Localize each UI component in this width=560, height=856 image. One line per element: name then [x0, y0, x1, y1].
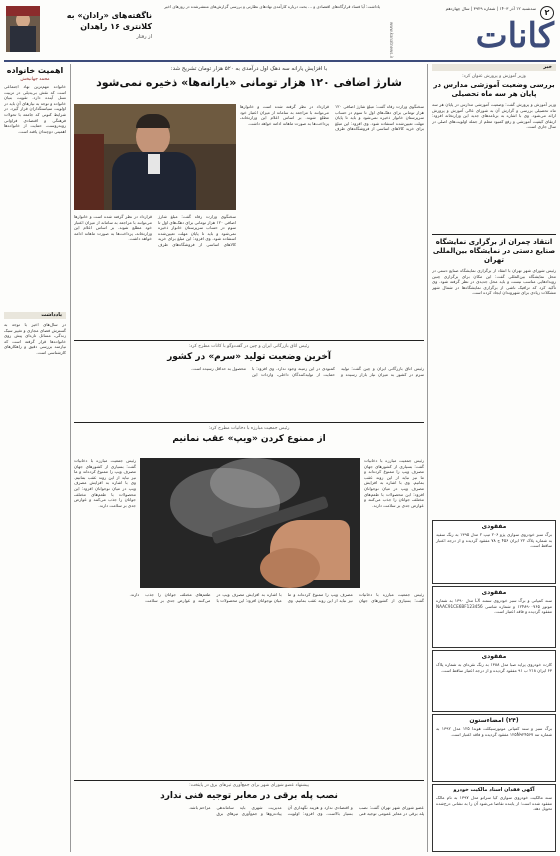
- ad-box-2: [432, 586, 556, 648]
- vape-body-left: رئیس جمعیت مبارزه با دخانیات گفت: بسیاری از کشورهای جهان مصرف ویپ را ممنوع کرده‌اند و ما نیز نباید از این روند عقب بمانیم. وی با اشاره به افزایش مصرف ویپ در میان نوجوانان افزود: این محصولات با طعم‌های مختلف جوانان را جذب می‌کنند و عوارض جدی بر سلامت دارند.: [74, 458, 136, 508]
- top-strip-text: یاداشت: آیا فساد قرارگاه‌های اقتصادی و ... بحث درباره کارآمدی نهادهای نظارتی و بررسی گزارش‌های منتشرشده در روزهای اخیر: [164, 4, 380, 9]
- bottom-body: عضو شورای شهر تهران گفت: نصب پله برقی در معابر عمومی توجیه فنی و اقتصادی ندارد و هزینه نگهداری آن بسیار بالاست. وی افزود: اولویت مدیریت شهری باید ساماندهی پیاده‌روها و جمع‌آوری تیرهای برق مزاحم باشد.: [188, 805, 424, 816]
- lead-photo: [74, 104, 236, 210]
- bottom-kicker: پیشنهاد عضو شورای شهر برای جمع‌آوری تیرهای برق در پایتخت:: [189, 783, 309, 788]
- left-column-author: محمد جهانبخش: [20, 77, 50, 82]
- left-column-body: خانواده مهم‌ترین نهاد اجتماعی است که نقش بی‌بدیلی در تربیت نسل آینده دارد. تقویت بنیان خانواده و توجه به نیازهای آن باید در اولویت سیاستگذاران قرار گیرد. در شرایط کنونی که جامعه با تحولات فرهنگی و اقتصادی فراوانی روبه‌روست، حمایت از خانواده‌ها اهمیتی دوچندان یافته است.: [4, 84, 66, 134]
- ad-4-head: (۲۴) امضاءستون: [469, 717, 519, 724]
- ad-1-head: مفقودی: [481, 523, 507, 530]
- right-top-body: وزیر آموزش و پرورش گفت: وضعیت آموزشی مدارس در پایان هر سه ماه تحصیلی بررسی و گزارش آن به شورای عالی آموزش و پرورش ارائه می‌شود. وی با اشاره به برنامه‌های جدید این وزارتخانه افزود: ارتقای کیفیت آموزشی و رفع کمبود معلم از جمله اولویت‌های اصلی در سال جاری است.: [432, 102, 556, 130]
- vape-headline: از ممنوع کردن «ویپ» عقب نمانیم: [172, 434, 326, 444]
- lead-headline: شارژ اضافی ۱۲۰ هزار تومانی «یارانه‌ها» ذخیره نمی‌شود: [96, 76, 402, 89]
- ad-4-body: برگ سبز و سند کمپانی موتورسیکلت هوندا ۱۲۵ مدل ۱۳۹۲ به شماره تنه ۱۲۵N۹۲۴۵۶۷ مفقود گردیده و فاقد اعتبار است.: [436, 726, 552, 737]
- ad-box-1: [432, 520, 556, 584]
- news-label: خبر: [543, 64, 552, 70]
- header-article: [4, 4, 154, 56]
- right-mid-body: رئیس شورای شهر تهران با انتقاد از برگزاری نمایشگاه صنایع دستی در محل نمایشگاه بین‌المللی گفت: این مکان برای برگزاری چنین رویدادهایی مناسب نیست و باید محل جدیدی در نظر گرفته شود. وی تأکید کرد که ترافیک ناشی از برگزاری نمایشگاه‌ها در شمال شهر مشکلات زیادی برای شهروندان ایجاد کرده است.: [432, 268, 556, 296]
- header-article-title: ناگفته‌های «رادان» به کلانتری ۱۶ راهدان: [66, 11, 152, 31]
- left-column-title: اهمیت خانواده: [6, 66, 64, 75]
- vape-body-bottom: رئیس جمعیت مبارزه با دخانیات گفت: بسیاری از کشورهای جهان مصرف ویپ را ممنوع کرده‌اند و ما نیز نباید از این روند عقب بمانیم. وی با اشاره به افزایش مصرف ویپ در میان نوجوانان افزود: این محصولات با طعم‌های مختلف جوانان را جذب می‌کنند و عوارض جدی بر سلامت دارند.: [129, 592, 424, 603]
- ad-5-head: آگهی فقدان اسناد مالکیت خودرو: [453, 787, 535, 793]
- ad-3-body: کارت خودروی پراید صبا مدل ۱۳۸۸ به رنگ نقره‌ای به شماره پلاک ۶۳ ایران ۲۱۸ ب ۹۱ مفقود گردیده و از درجه اعتبار ساقط است.: [436, 662, 552, 673]
- ad-3-head: مفقودی: [481, 653, 507, 660]
- page-number: ۲: [540, 6, 554, 20]
- lead-body: سخنگوی وزارت رفاه گفت: مبلغ شارژ اضافی ۱۲۰ هزار تومانی برای دهک‌های اول تا سوم در حساب سرپرستان خانوار ذخیره نمی‌شود و باید تا پایان مهلت تعیین‌شده استفاده شود. وی افزود: این مبلغ برای خرید کالاهای اساسی از فروشگاه‌های طرف قرارداد در نظر گرفته شده است و خانوارها می‌توانند با مراجعه به سامانه از میزان اعتبار خود مطلع شوند. بر اساس اعلام این وزارتخانه، پرداخت‌ها به صورت ماهانه ادامه خواهد داشت.: [240, 104, 424, 132]
- masthead: [386, 4, 556, 60]
- mid-kicker: رئیس اتاق بازرگانی ایران و چین در گفت‌وگو با کانات مطرح کرد:: [188, 344, 310, 349]
- vape-rule: [74, 780, 424, 781]
- portrait-photo: [6, 6, 40, 52]
- vape-body-right: رئیس جمعیت مبارزه با دخانیات گفت: بسیاری از کشورهای جهان مصرف ویپ را ممنوع کرده‌اند و ما نیز نباید از این روند عقب بمانیم. وی با اشاره به افزایش مصرف ویپ در میان نوجوانان افزود: این محصولات با طعم‌های مختلف جوانان را جذب می‌کنند و عوارض جدی بر سلامت دارند.: [364, 458, 424, 508]
- lead-kicker: با افزایش یارانه سه دهک اول درآمدی به ۵۲۰ هزار تومان تشریح شد:: [170, 66, 328, 72]
- masthead-website: www.kanatnews.ir: [389, 21, 394, 58]
- right-rule-1: [432, 234, 556, 235]
- vape-photo: [140, 458, 360, 588]
- right-mid-headline: انتقاد چمران از برگزاری نمایشگاه صنایع دستی در نمایشگاه بین‌المللی تهران: [432, 238, 556, 264]
- mid-body: رئیس اتاق بازرگانی ایران و چین گفت: تولید سرم در کشور به میزان نیاز بازار رسیده و کمبودی در این زمینه وجود ندارد. وی افزود: با حمایت از تولیدکنندگان داخلی، واردات این محصول به حداقل رسیده است.: [191, 366, 424, 377]
- lead-body-continued: سخنگوی وزارت رفاه گفت: مبلغ شارژ اضافی ۱۲۰ هزار تومانی برای دهک‌های اول تا سوم در حساب سرپرستان خانوار ذخیره نمی‌شود و باید تا پایان مهلت تعیین‌شده استفاده شود. وی افزود: این مبلغ برای خرید کالاهای اساسی از فروشگاه‌های طرف قرارداد در نظر گرفته شده است و خانوارها می‌توانند با مراجعه به سامانه از میزان اعتبار خود مطلع شوند. بر اساس اعلام این وزارتخانه، پرداخت‌ها به صورت ماهانه ادامه خواهد داشت.: [74, 214, 236, 247]
- lead-rule: [74, 340, 424, 341]
- ad-box-5: [432, 784, 556, 852]
- right-column-divider: [427, 64, 428, 852]
- masthead-dateline: سه‌شنبه ۱۲ آذر ۱۴۰۳ | شماره ۳۹۲۹ | سال چهاردهم: [445, 6, 536, 11]
- right-top-article: [432, 74, 556, 232]
- bottom-headline: نصب پله برقی در معابر توجیه فنی ندارد: [160, 791, 338, 801]
- left-column-article: [4, 66, 66, 310]
- vape-kicker: رئیس جمعیت مبارزه با دخانیات مطرح کرد:: [208, 426, 290, 431]
- header-article-subtitle: از رفتار: [136, 34, 152, 40]
- right-top-headline: بررسی وضعیت آموزشی مدارس در پایان هر سه ماه تحصیلی: [433, 81, 555, 98]
- masthead-logo: کانات: [475, 16, 554, 56]
- note-label: یادداشت: [41, 312, 62, 318]
- masthead-rule: [4, 60, 556, 62]
- left-column-2-body: در سال‌های اخیر با توجه به گسترش فضای مجازی و تغییر سبک زندگی، مسائل تازه‌ای پیش روی خانواده‌ها قرار گرفته است که نیازمند بررسی دقیق و راهکارهای کارشناسی است.: [4, 322, 66, 355]
- ad-2-body: سند کمپانی و برگ سبز خودروی سمند LX مدل ۱۳۹۰ به شماره موتور ۱۲۴۸۹۰۰۷۶۵ و شماره شاسی NAAC91CE6BF123456 مفقود گردیده و فاقد اعتبار است.: [436, 598, 552, 615]
- mid-headline: آخرین وضعیت تولید «سرم» در کشور: [167, 352, 331, 362]
- ad-2-head: مفقودی: [481, 589, 507, 596]
- ad-box-4: [432, 714, 556, 782]
- right-mid-article: [432, 238, 556, 516]
- ad-1-body: برگ سبز خودروی سواری پژو ۲۰۶ تیپ ۲ مدل ۱۳۹۵ به رنگ سفید به شماره پلاک ۲۲ ایران ۴۵۶ ج ۷۸ مفقود گردیده و از درجه اعتبار ساقط است.: [436, 532, 552, 549]
- news-label-bar: [432, 64, 556, 71]
- mid-rule: [74, 422, 424, 423]
- ad-5-body: سند مالکیت خودروی سواری کیا سراتو مدل ۱۳۹۷ به نام مالک مفقود شده است؛ از یابنده تقاضا می‌شود آن را به نشانی درج‌شده تحویل دهد.: [436, 795, 552, 812]
- right-top-kicker: وزیر آموزش و پرورش عنوان کرد:: [462, 74, 526, 79]
- left-column-divider: [70, 64, 71, 852]
- ad-box-3: [432, 650, 556, 712]
- note-label-bar: [4, 312, 66, 319]
